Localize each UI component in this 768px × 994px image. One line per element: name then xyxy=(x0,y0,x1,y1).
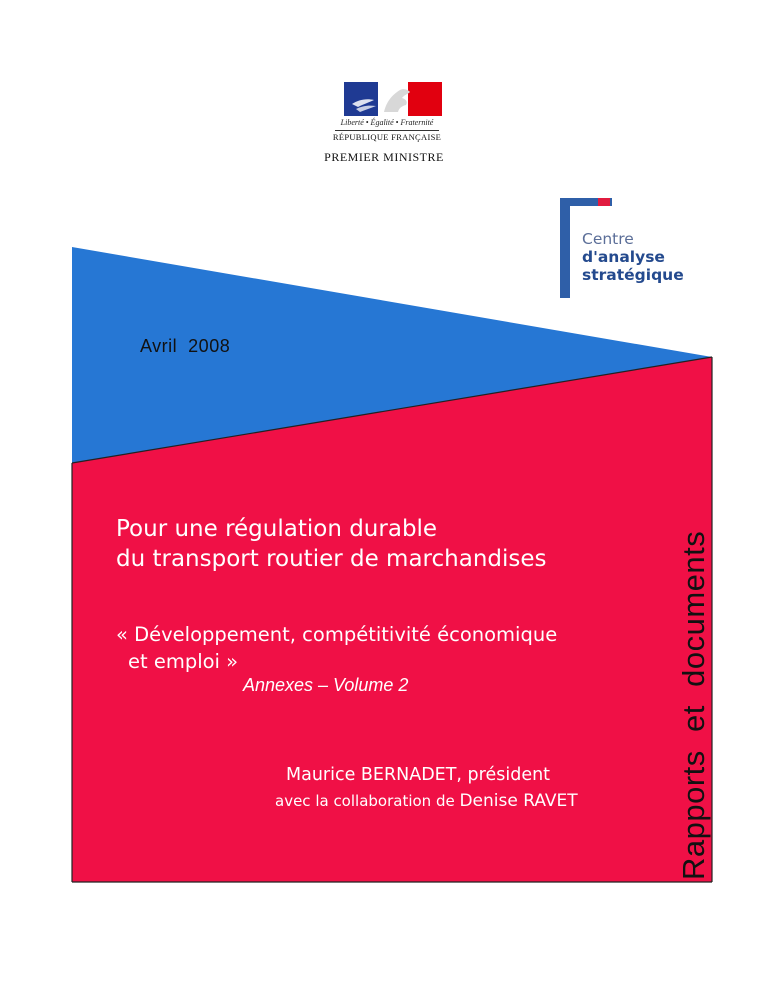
subtitle-line-2: et emploi » xyxy=(128,650,239,673)
collab-prefix: avec la collaboration de xyxy=(275,792,460,810)
subtitle-line-1: « Développement, compétitivité économique xyxy=(116,623,558,646)
republic-name: RÉPUBLIQUE FRANÇAISE xyxy=(332,132,442,142)
cas-logo-line2: d'analyse xyxy=(582,248,665,266)
collaboration xyxy=(275,791,578,811)
series-label: Rapports et documents xyxy=(676,530,711,880)
publication-date: Avril 2008 xyxy=(140,336,231,356)
annex-label: Annexes – Volume 2 xyxy=(243,675,409,695)
cas-logo-line3: stratégique xyxy=(582,266,684,284)
ministry-label: PREMIER MINISTRE xyxy=(324,150,444,164)
cas-logo-line1: Centre xyxy=(582,230,634,248)
report-title xyxy=(116,514,547,574)
title-line-2: du transport routier de marchandises xyxy=(116,546,547,572)
title-line-1: Pour une régulation durable xyxy=(116,516,438,542)
author: Maurice BERNADET, président xyxy=(286,765,551,785)
collab-name: Denise RAVET xyxy=(459,791,578,811)
report-subtitle xyxy=(116,621,557,675)
republic-motto: Liberté • Égalité • Fraternité xyxy=(340,118,434,127)
